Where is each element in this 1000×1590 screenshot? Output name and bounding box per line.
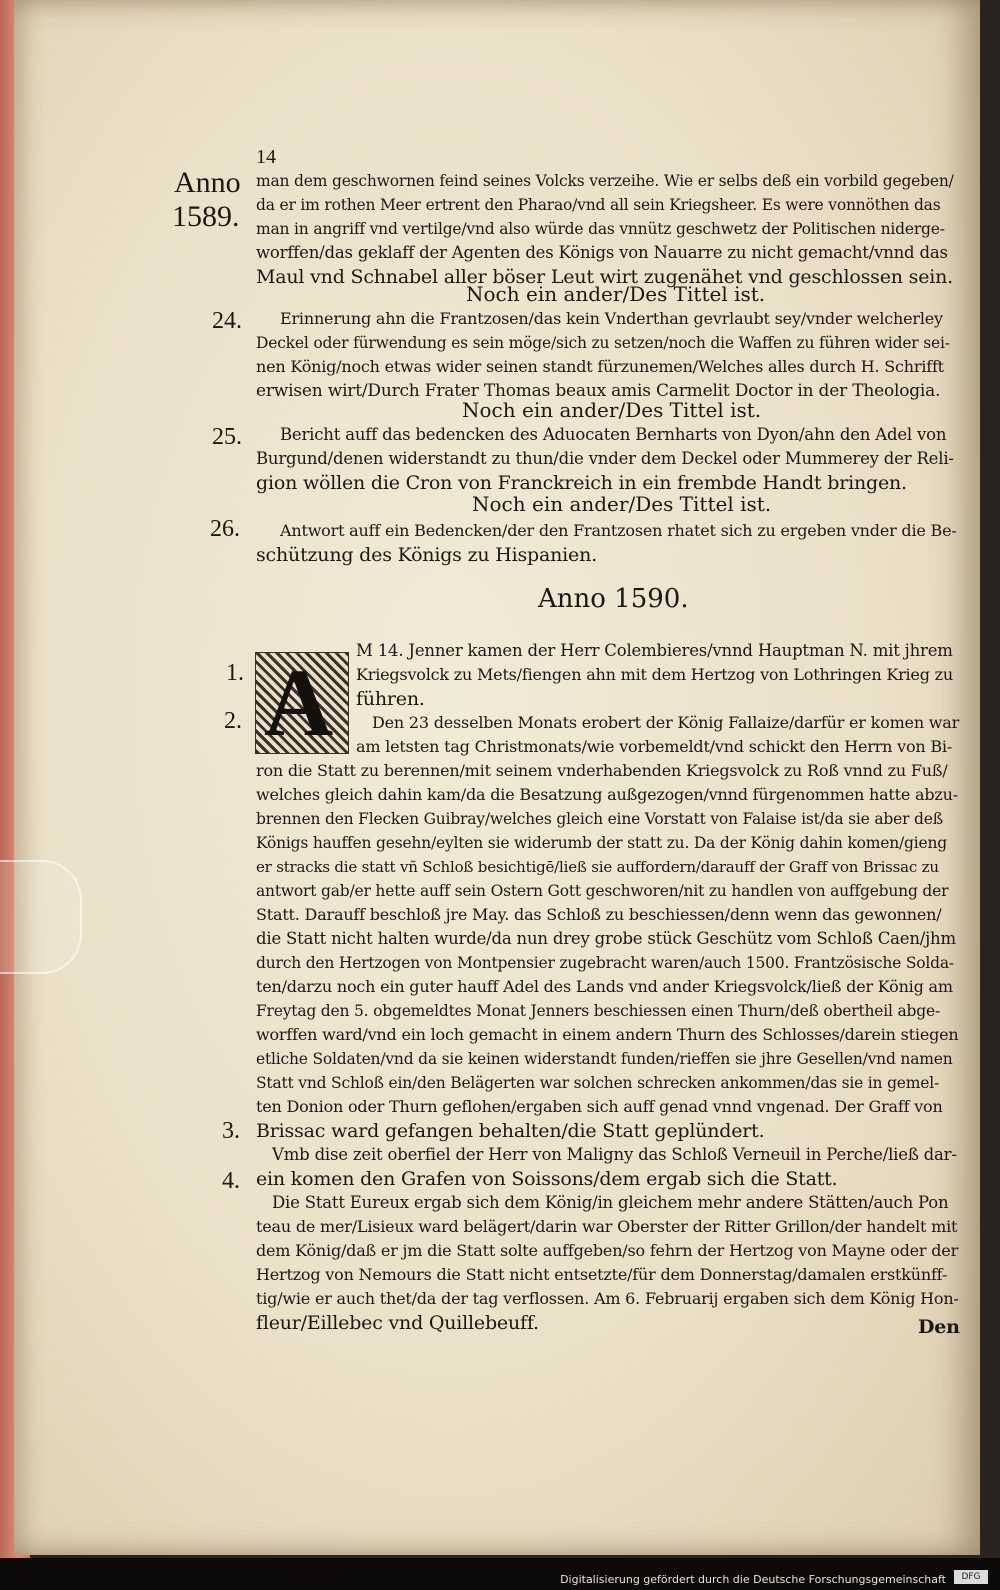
text-line: M 14. Jenner kamen der Herr Colembieres/vnnd Hauptman N. mit jhrem <box>356 641 953 660</box>
text-line: etliche Soldaten/vnd da sie keinen widerstandt funden/rieffen sie jhre Gesellen/vnd namen <box>256 1050 953 1068</box>
text-line: fleur/Eillebec vnd Quillebeuff. <box>256 1312 539 1334</box>
funding-credit: Digitalisierung gefördert durch die Deutsche Forschungsgemeinschaft <box>560 1573 946 1586</box>
dfg-logo: DFG <box>954 1570 988 1584</box>
text-line: worffen/das geklaff der Agenten des Königs von Nauarre zu nicht gemacht/vnnd das <box>256 243 948 262</box>
initial-letter: A <box>264 649 334 756</box>
text-line: nen König/noch etwas wider seinen standt fürzunemen/Welches alles durch H. Schrifft <box>256 357 944 376</box>
section-heading: Noch ein ander/Des Tittel ist. <box>462 398 762 422</box>
text-line: gion wöllen die Cron von Franckreich in ein frembde Handt bringen. <box>256 472 907 494</box>
text-line: Antwort auff ein Bedencken/der den Frantzosen rhatet sich zu ergeben vnder die Be- <box>280 521 957 540</box>
text-line: durch den Hertzogen von Montpensier zugebracht waren/auch 1500. Frantzösische Solda- <box>256 954 954 972</box>
section-heading: Noch ein ander/Des Tittel ist. <box>472 492 772 516</box>
text-line: worffen ward/vnd ein loch gemacht in einem andern Thurn des Schlosses/darein stiegen <box>256 1025 959 1044</box>
margin-number: 1. <box>226 660 244 686</box>
text-line: ron die Statt zu berennen/mit seinem vnderhabenden Kriegsvolck zu Roß vnnd zu Fuß/ <box>256 761 948 780</box>
catchword: Den <box>918 1316 960 1338</box>
text-line: er stracks die statt vñ Schloß besichtigē/ließ sie auffordern/darauff der Graff von Brissac zu <box>256 858 939 876</box>
page-number: 14 <box>256 146 276 168</box>
text-line: Maul vnd Schnabel aller böser Leut wirt zugenähet vnd geschlossen sein. <box>256 266 953 288</box>
text-line: Vmb dise zeit oberfiel der Herr von Maligny das Schloß Verneuil in Perche/ließ dar- <box>272 1145 957 1164</box>
text-line: führen. <box>356 688 425 710</box>
text-line: am letsten tag Christmonats/wie vorbemeldt/vnd schickt den Herrn von Bi- <box>356 737 953 756</box>
text-line: Den 23 desselben Monats erobert der König Fallaize/darfür er komen war <box>372 713 960 732</box>
section-heading: Noch ein ander/Des Tittel ist. <box>466 282 766 306</box>
text-line: Königs hauffen gesehn/eylten sie widerumb der statt zu. Da der König dahin komen/gieng <box>256 834 948 852</box>
text-line: ten/darzu noch ein guter hauff Adel des Lands vnd ander Kriegsvolck/ließ der König am <box>256 977 953 996</box>
text-line: teau de mer/Lisieux ward belägert/darin war Oberster der Ritter Grillon/der handelt mit <box>256 1217 958 1236</box>
text-line: die Statt nicht halten wurde/da nun drey grobe stück Geschütz vom Schloß Caen/jhm <box>256 929 956 948</box>
item-number: 25. <box>212 424 242 450</box>
text-line: Burgund/denen widerstandt zu thun/die vnder dem Deckel oder Mummerey der Reli- <box>256 449 954 468</box>
text-line: tig/wie er auch thet/da der tag verflossen. Am 6. Februarij ergaben sich dem König Hon- <box>256 1289 959 1308</box>
text-line: ten Donion oder Thurn geflohen/ergaben sich auff genad vnnd vngenad. Der Graff von <box>256 1097 943 1116</box>
text-line: ein komen den Grafen von Soissons/dem ergab sich die Statt. <box>256 1168 838 1190</box>
margin-number: 4. <box>222 1168 240 1194</box>
item-number: 24. <box>212 308 242 334</box>
text-line: erwisen wirt/Durch Frater Thomas beaux amis Carmelit Doctor in der Theologia. <box>256 381 941 401</box>
text-line: Die Statt Eureux ergab sich dem König/in gleichem mehr andere Stätten/auch Pon <box>272 1193 949 1212</box>
text-line: Kriegsvolck zu Mets/fiengen ahn mit dem Hertzog von Lothringen Krieg zu <box>356 665 953 684</box>
text-line: Erinnerung ahn die Frantzosen/das kein Vnderthan gevrlaubt sey/vnder welcherley <box>280 309 943 328</box>
text-line: Bericht auff das bedencken des Aduocaten Bernharts von Dyon/ahn den Adel von <box>280 425 947 444</box>
margin-year-label: Anno <box>174 166 241 199</box>
text-line: Statt. Darauff beschloß jre May. das Schloß zu beschiessen/denn wenn das gewonnen/ <box>256 905 942 924</box>
text-line: brennen den Flecken Guibray/welches gleich eine Vorstatt von Falaise ist/da sie aber deß <box>256 810 943 828</box>
text-line: schützung des Königs zu Hispanien. <box>256 544 597 566</box>
text-line: Freytag den 5. obgemeldtes Monat Jenners beschiessen einen Thurn/deß obertheil abge- <box>256 1002 940 1020</box>
text-line: Hertzog von Nemours die Statt nicht entsetzte/für dem Donnerstag/damalen erstkünff- <box>256 1265 948 1284</box>
text-line: welches gleich dahin kam/da die Besatzung außgezogen/vnnd fürgenommen hatte abzu- <box>256 785 958 804</box>
text-line: Statt vnd Schloß ein/den Belägerten war solchen schrecken ankommen/das sie in gemel- <box>256 1074 940 1092</box>
text-line: antwort gab/er hette auff sein Ostern Gott geschworen/nit zu handlen von auffgebung der <box>256 882 949 900</box>
text-line: da er im rothen Meer ertrent den Pharao/vnd all sein Kriegsheer. Es were vonnöthen das <box>256 196 941 214</box>
page-clip <box>0 860 82 974</box>
margin-year-value: 1589. <box>172 200 240 233</box>
text-line: dem König/daß er jm die Statt solte auffgeben/so fehrn der Hertzog von Mayne oder der <box>256 1241 959 1260</box>
text-line: Brissac ward gefangen behalten/die Statt geplündert. <box>256 1120 765 1142</box>
text-line: man dem geschwornen feind seines Volcks verzeihe. Wie er selbs deß ein vorbild gegeben/ <box>256 172 954 190</box>
item-number: 26. <box>210 516 240 542</box>
year-title: Anno 1590. <box>538 584 689 614</box>
text-line: Deckel oder fürwendung es sein möge/sich zu setzen/noch die Waffen zu führen wider sei- <box>256 334 950 352</box>
margin-number: 3. <box>222 1118 240 1144</box>
decorated-initial <box>255 649 349 756</box>
margin-number: 2. <box>224 708 242 734</box>
text-line: man in angriff vnd vertilge/vnd also würde das vnnütz geschwetz der Politischen niderge- <box>256 220 945 238</box>
